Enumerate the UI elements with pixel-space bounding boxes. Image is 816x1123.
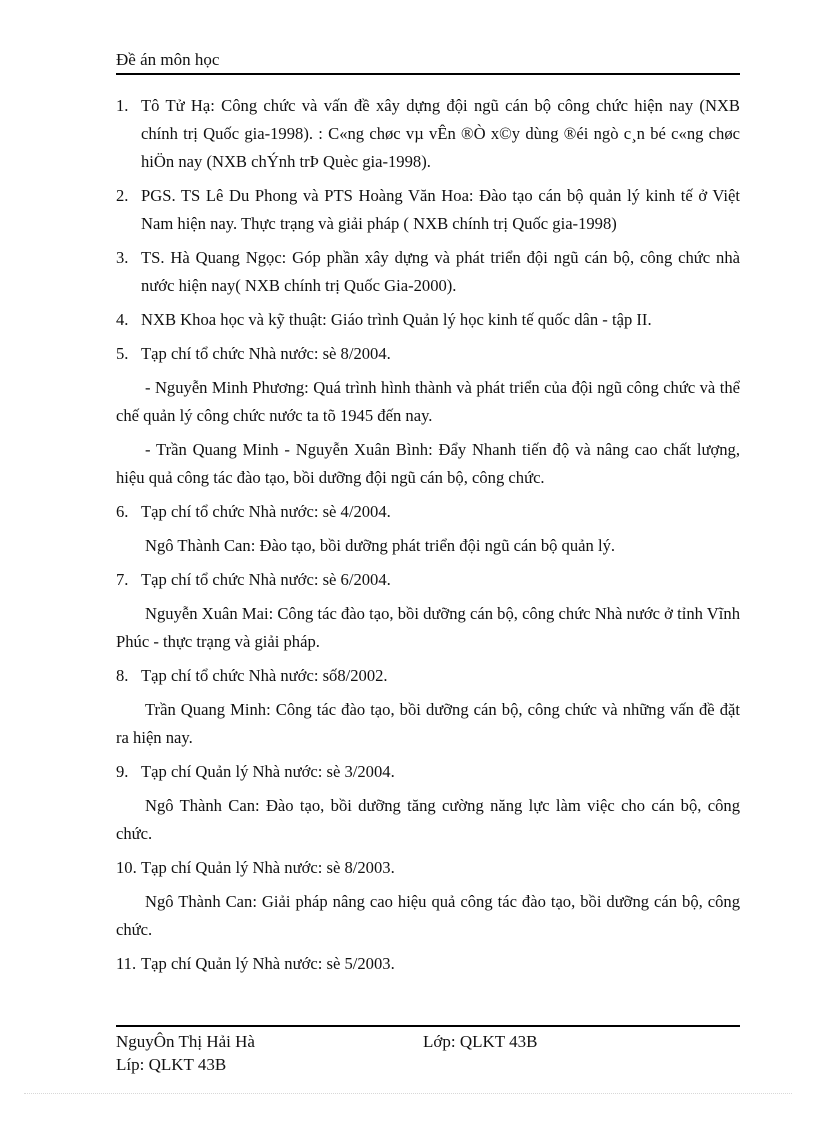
reference-item — [116, 92, 740, 176]
page-edge-dotted-line — [24, 1093, 792, 1094]
article-entry: Ngô Thành Can: Đào tạo, bồi dưỡng tăng cường năng lực làm việc cho cán bộ, công chức. — [116, 796, 740, 843]
footer-row — [116, 1030, 740, 1053]
item-number: 11. — [116, 954, 137, 973]
item-text: Tạp chí tổ chức Nhà nước: sè 6/2004. — [141, 570, 391, 589]
reference-item — [116, 306, 740, 334]
reference-item — [116, 340, 740, 368]
article-entry: - Trần Quang Minh - Nguyễn Xuân Bình: Đẩy Nhanh tiến độ và nâng cao chất lượng, hiệu quả công tác đào tạo, bồi dưỡng đội ngũ cán bộ, công chức. — [116, 440, 740, 487]
reference-list — [116, 92, 740, 984]
item-number: 5. — [116, 344, 129, 363]
reference-item — [116, 950, 740, 978]
author-name: NguyÔn Thị Hải Hà — [116, 1032, 255, 1051]
class-label: Lớp: QLKT 43B — [423, 1032, 538, 1051]
article-entry: Ngô Thành Can: Giải pháp nâng cao hiệu quả công tác đào tạo, bồi dưỡng cán bộ, công chức. — [116, 892, 740, 939]
item-text: Tạp chí Quản lý Nhà nước: sè 8/2003. — [141, 858, 395, 877]
item-text: TS. Hà Quang Ngọc: Góp phần xây dựng và phát triển đội ngũ cán bộ, công chức nhà nước hiện nay( NXB chính trị Quốc Gia-2000). — [141, 248, 740, 295]
item-text: Tạp chí tổ chức Nhà nước: số8/2002. — [141, 666, 388, 685]
item-number: 3. — [116, 248, 129, 267]
article-entry: Trần Quang Minh: Công tác đào tạo, bồi dưỡng cán bộ, công chức và những vấn đề đặt ra hiện nay. — [116, 700, 740, 747]
item-text: Tạp chí tổ chức Nhà nước: sè 4/2004. — [141, 502, 391, 521]
item-number: 1. — [116, 96, 129, 115]
article-entry: Ngô Thành Can: Đào tạo, bồi dưỡng phát triển đội ngũ cán bộ quản lý. — [145, 536, 616, 555]
item-number: 4. — [116, 310, 129, 329]
header-rule — [116, 73, 740, 75]
reference-item — [116, 244, 740, 300]
class-label-encoded: Líp: QLKT 43B — [116, 1055, 227, 1074]
item-number: 8. — [116, 666, 129, 685]
item-number: 6. — [116, 502, 129, 521]
item-text: Tạp chí tổ chức Nhà nước: sè 8/2004. — [141, 344, 391, 363]
item-number: 9. — [116, 762, 129, 781]
reference-item — [116, 854, 740, 882]
page-footer — [116, 1030, 740, 1076]
reference-item — [116, 498, 740, 526]
reference-item — [116, 182, 740, 238]
item-text: Tạp chí Quản lý Nhà nước: sè 3/2004. — [141, 762, 395, 781]
reference-item — [116, 662, 740, 690]
item-text: Tạp chí Quản lý Nhà nước: sè 5/2003. — [141, 954, 395, 973]
item-number: 7. — [116, 570, 129, 589]
reference-item — [116, 566, 740, 594]
footer-rule — [116, 1025, 740, 1027]
page-header: Đề án môn học — [116, 50, 220, 69]
article-entry: Nguyễn Xuân Mai: Công tác đào tạo, bồi dưỡng cán bộ, công chức Nhà nước ở tỉnh Vĩnh Phúc - thực trạng và giải pháp. — [116, 604, 740, 651]
reference-item — [116, 758, 740, 786]
item-text: PGS. TS Lê Du Phong và PTS Hoàng Văn Hoa: Đào tạo cán bộ quản lý kinh tế ở Việt Nam hiện nay. Thực trạng và giải pháp ( NXB chính trị Quốc gia-1998) — [141, 186, 740, 233]
item-text: Tô Tử Hạ: Công chức và vấn đề xây dựng đội ngũ cán bộ công chức hiện nay (NXB chính trị Quốc gia-1998). : C«ng chøc vµ vÊn ®Ò x©y dùng ®éi ngò c¸n bé c«ng chøc hiÖn nay (NXB chÝnh trÞ Quèc gia-1998). — [141, 96, 740, 171]
article-entry: - Nguyễn Minh Phương: Quá trình hình thành và phát triển của đội ngũ công chức và thể chế quản lý công chức nước ta tõ 1945 đến nay. — [116, 378, 740, 425]
item-number: 2. — [116, 186, 129, 205]
item-number: 10. — [116, 858, 137, 877]
item-text: NXB Khoa học và kỹ thuật: Giáo trình Quản lý học kinh tế quốc dân - tập II. — [141, 310, 652, 329]
